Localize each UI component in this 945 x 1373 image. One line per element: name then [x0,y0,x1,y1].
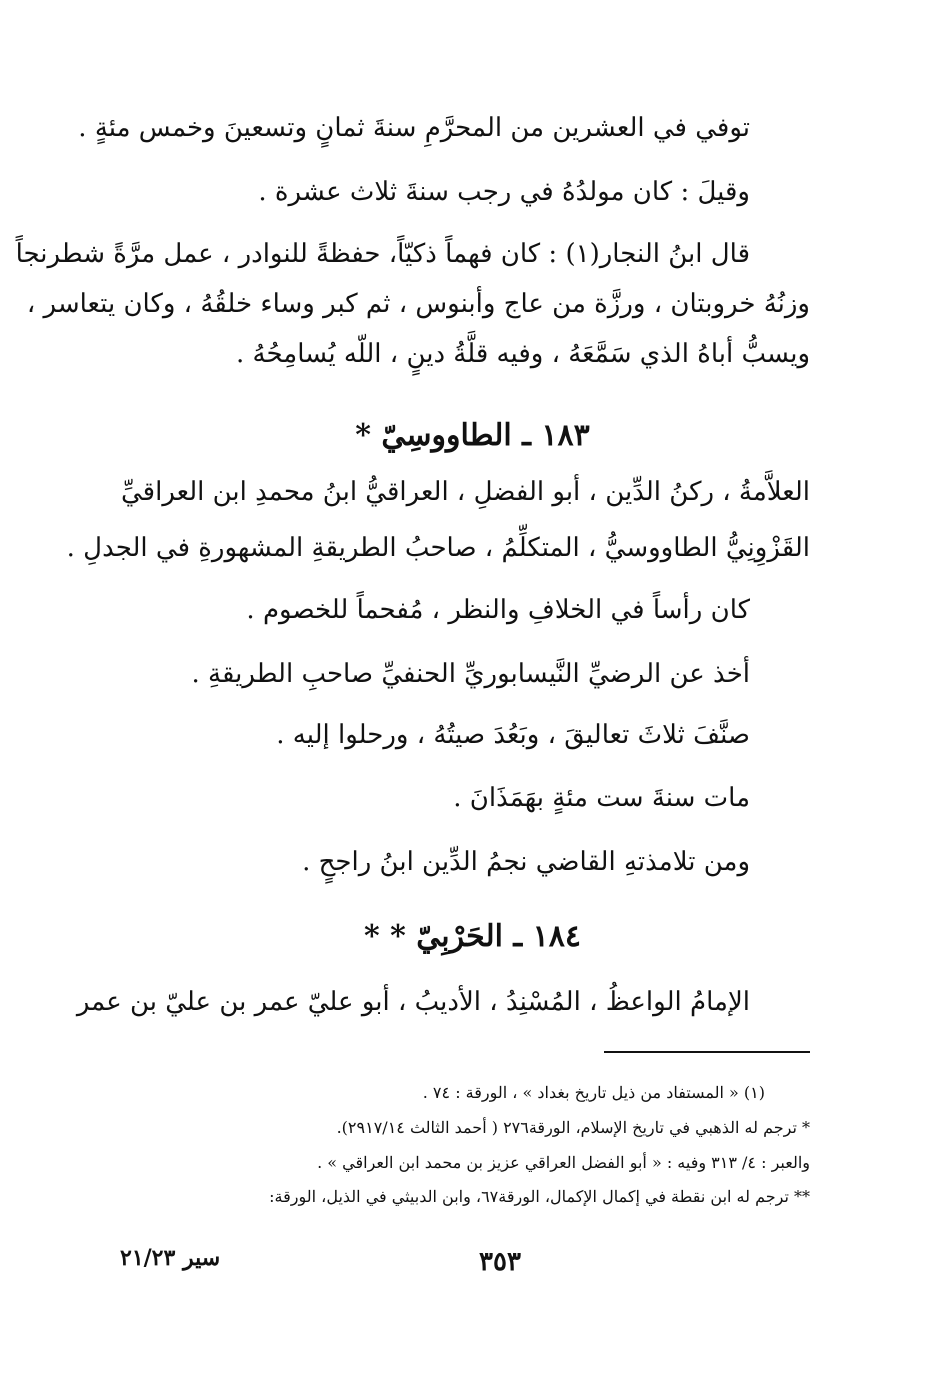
footnote: (١) « المستفاد من ذيل تاريخ بغداد » ، الورقة : ٧٤ . [422,1083,765,1102]
body-line: ويسبُّ أباهُ الذي سَمَّعَهُ ، وفيه قلَّةُ دينٍ ، اللّه يُسامِحُهُ . [236,339,810,369]
body-line: أخذ عن الرضيِّ النَّيسابوريِّ الحنفيِّ صاحبِ الطريقةِ . [191,659,750,689]
body-line: الإمامُ الواعظُ ، المُسْنِدُ ، الأديبُ ، أبو عليّ عمر بن عليّ بن عمر [76,987,750,1017]
body-line: العلاَّمةُ ، ركنُ الدِّين ، أبو الفضلِ ، العراقيُّ ابنُ محمدِ ابن العراقيِّ [121,477,810,507]
section-heading-183: ١٨٣ ـ الطاووسِيّ * [355,418,590,453]
body-line: كان رأساً في الخلافِ والنظر ، مُفحماً للخصوم . [246,595,750,625]
body-line: توفي في العشرين من المحرَّمِ سنةَ ثمانٍ وتسعينَ وخمس مئةٍ . [78,113,750,143]
footnote: * ترجم له الذهبي في تاريخ الإسلام، الورقة٢٧٦ ( أحمد الثالث ٢٩١٧/١٤). [336,1118,810,1137]
body-line: ومن تلامذتهِ القاضي نجمُ الدِّين ابنُ راجحٍ . [302,847,750,877]
body-line: صنَّفَ ثلاثَ تعاليقَ ، وبَعُدَ صيتُهُ ، ورحلوا إليه . [276,720,750,750]
body-line: القَزْوِنِيُّ الطاووسيُّ ، المتكلِّمُ ، صاحبُ الطريقةِ المشهورةِ في الجدلِ . [66,533,810,563]
section-heading-184: ١٨٤ ـ الحَرْبِيّ * * [363,919,582,954]
body-line: وزنُهُ خروبتان ، ورزَّة من عاج وأبنوس ، ثم كبر وساء خلقُهُ ، وكان يتعاسر ، [26,289,810,319]
footnote-separator [604,1051,810,1053]
page-number: ٣٥٣ [479,1247,521,1277]
footnote: والعبر : ٤/ ٣١٣ وفيه : « أبو الفضل العراقي عزيز بن محمد ابن العراقي » . [317,1153,810,1172]
body-line: وقيلَ : كان مولدُهُ في رجب سنةَ ثلاث عشرة . [258,177,750,207]
footnote: ** ترجم له ابن نقطة في إكمال الإكمال، الورقة٦٧، وابن الدبيثي في الذيل، الورقة: [269,1187,810,1206]
body-line: قال ابنُ النجار(١) : كان فهماً ذكيّاً، حفظةً للنوادر ، عمل مرَّةً شطرنجاً [15,239,750,269]
body-line: مات سنةَ ست مئةٍ بهَمَذَانَ . [453,783,750,813]
signature-mark: سير ٢١/٢٣ [120,1245,221,1271]
